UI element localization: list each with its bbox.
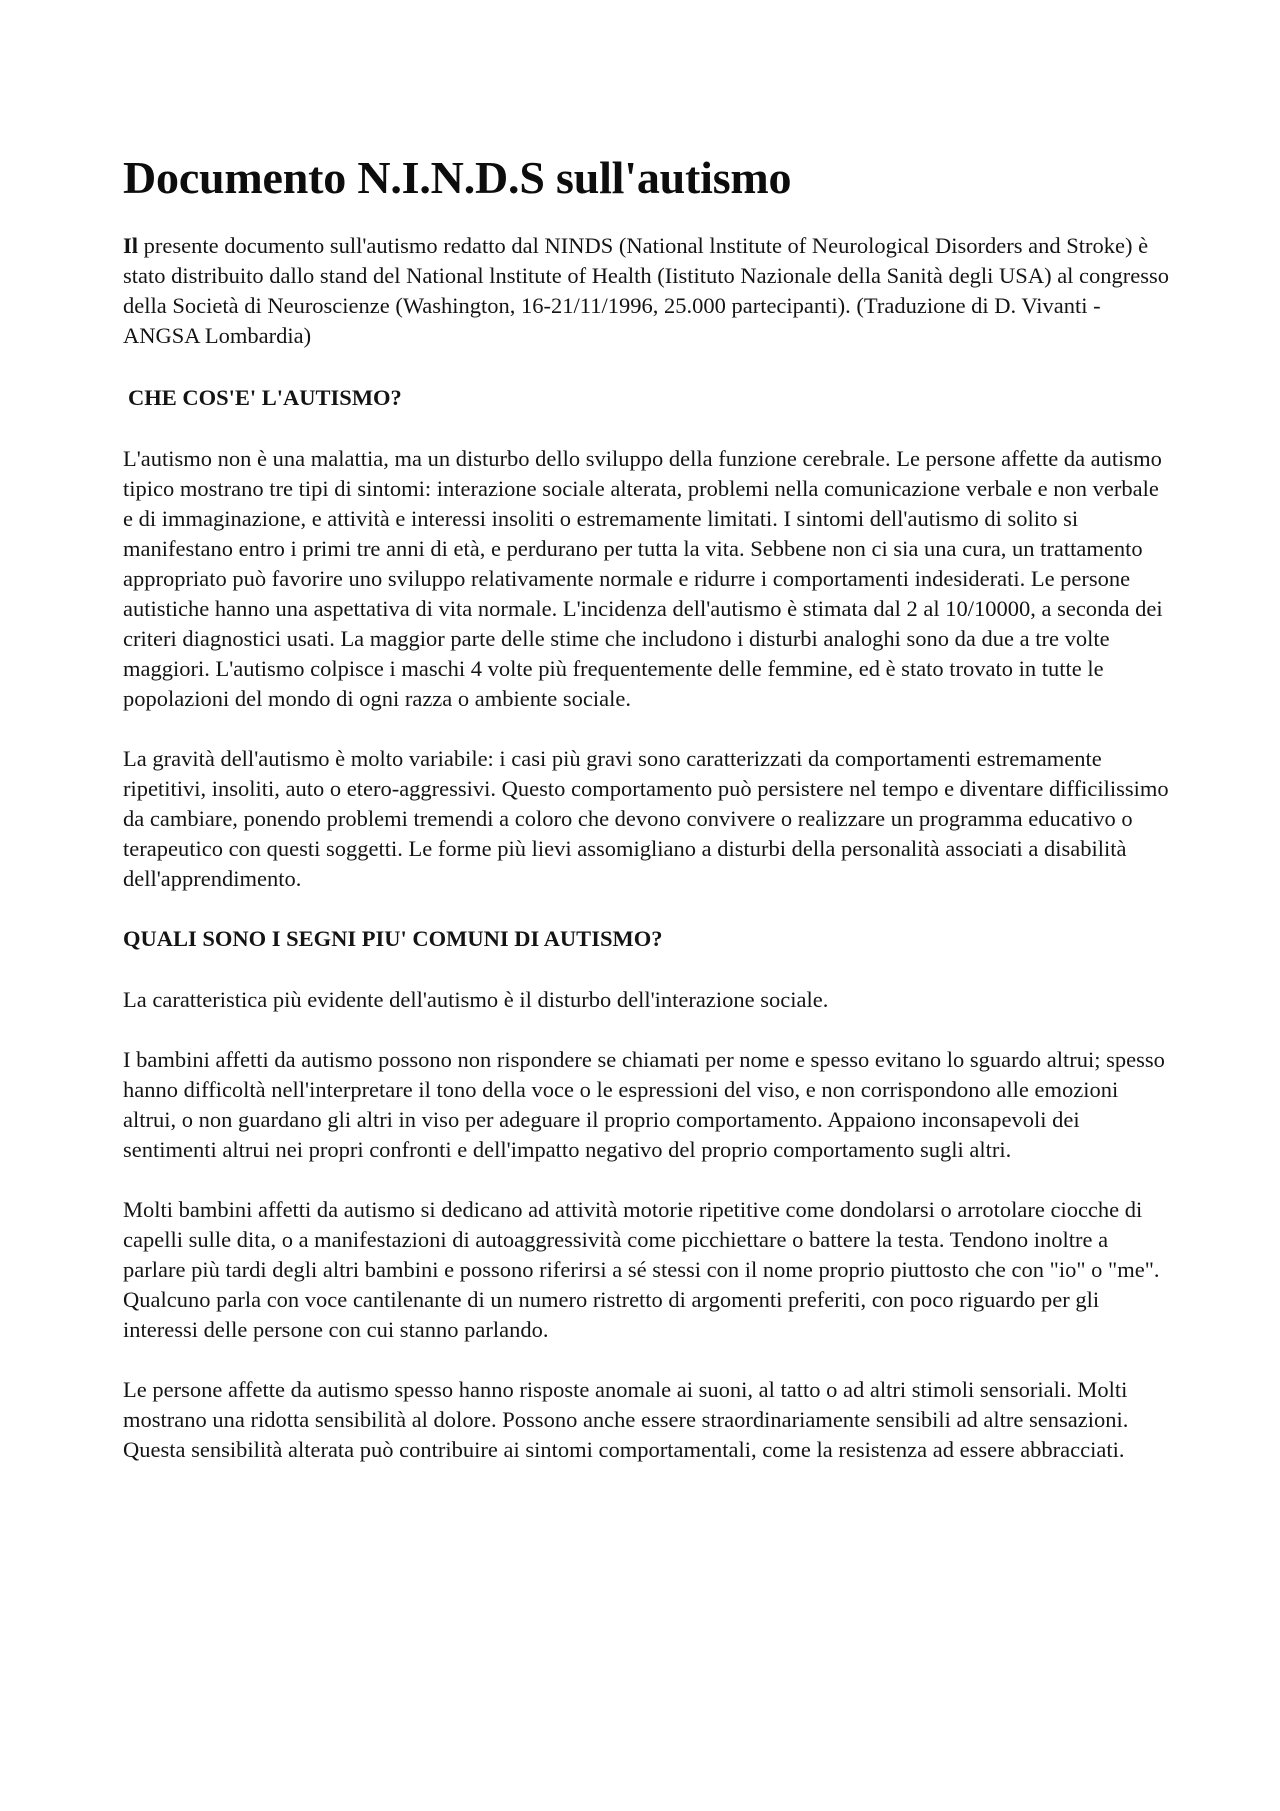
body-paragraph: I bambini affetti da autismo possono non rispondere se chiamati per nome e spesso evitano lo sguardo altrui; spesso hanno difficoltà nell'interpretare il tono della voce o le espressioni del viso, e non corrispondono alle emozioni altrui, o non guardano gli altri in viso per adeguare il proprio comportamento. Appaiono inconsapevoli dei sentimenti altrui nei propri confronti e dell'impatto negativo del proprio comportamento sugli altri. (123, 1047, 1165, 1162)
intro-text: presente documento sull'autismo redatto dal NINDS (National lnstitute of Neurological Disorders and Stroke) è stato distribuito dallo stand del National lnstitute of Health (Iistituto Nazionale della Sanità degli USA) al congresso della Società di Neuroscienze (Washington, 16-21/11/1996, 25.000 partecipanti). (Traduzione di D. Vivanti - ANGSA Lombardia) (123, 233, 1170, 348)
body-paragraph: Le persone affette da autismo spesso hanno risposte anomale ai suoni, al tatto o ad altri stimoli sensoriali. Molti mostrano una ridotta sensibilità al dolore. Possono anche essere straordinariamente sensibili ad altre sensazioni. Questa sensibilità alterata può contribuire ai sintomi comportamentali, come la resistenza ad essere abbracciati. (123, 1377, 1129, 1462)
section-heading-what-is-autism: CHE COS'E' L'AUTISMO? (128, 385, 402, 410)
intro-paragraph (123, 231, 1173, 351)
section-heading-common-signs: QUALI SONO I SEGNI PIU' COMUNI DI AUTISMO? (123, 926, 663, 951)
body-paragraph: La caratteristica più evidente dell'autismo è il disturbo dell'interazione sociale. (123, 987, 829, 1012)
intro-lead-word: Il (123, 233, 139, 258)
body-paragraph: La gravità dell'autismo è molto variabile: i casi più gravi sono caratterizzati da comportamenti estremamente ripetitivi, insoliti, auto o etero-aggressivi. Questo comportamento può persistere nel tempo e diventare difficilissimo da cambiare, ponendo problemi tremendi a coloro che devono convivere o realizzare un programma educativo o terapeutico con questi soggetti. Le forme più lievi assomigliano a disturbi della personalità associati a disabilità dell'apprendimento. (123, 746, 1169, 891)
body-paragraph: L'autismo non è una malattia, ma un disturbo dello sviluppo della funzione cerebrale. Le persone affette da autismo tipico mostrano tre tipi di sintomi: interazione sociale alterata, problemi nella comunicazione verbale e non verbale e di immaginazione, e attività e interessi insoliti o estremamente limitati. I sintomi dell'autismo di solito si manifestano entro i primi tre anni di età, e perdurano per tutta la vita. Sebbene non ci sia una cura, un trattamento appropriato può favorire uno sviluppo relativamente normale e ridurre i comportamenti indesiderati. Le persone autistiche hanno una aspettativa di vita normale. L'incidenza dell'autismo è stimata dal 2 al 10/10000, a seconda dei criteri diagnostici usati. La maggior parte delle stime che includono i disturbi analoghi sono da due a tre volte maggiori. L'autismo colpisce i maschi 4 volte più frequentemente delle femmine, ed è stato trovato in tutte le popolazioni del mondo di ogni razza o ambiente sociale. (123, 446, 1163, 711)
document-page (123, 150, 1173, 1495)
body-paragraph: Molti bambini affetti da autismo si dedicano ad attività motorie ripetitive come dondolarsi o arrotolare ciocche di capelli sulle dita, o a manifestazioni di autoaggressività come picchiettare o battere la testa. Tendono inoltre a parlare più tardi degli altri bambini e possono riferirsi a sé stessi con il nome proprio piuttosto che con "io" o "me". Qualcuno parla con voce cantilenante di un numero ristretto di argomenti preferiti, con poco riguardo per gli interessi delle persone con cui stanno parlando. (123, 1197, 1160, 1342)
document-title: Documento N.I.N.D.S sull'autismo (123, 152, 792, 203)
